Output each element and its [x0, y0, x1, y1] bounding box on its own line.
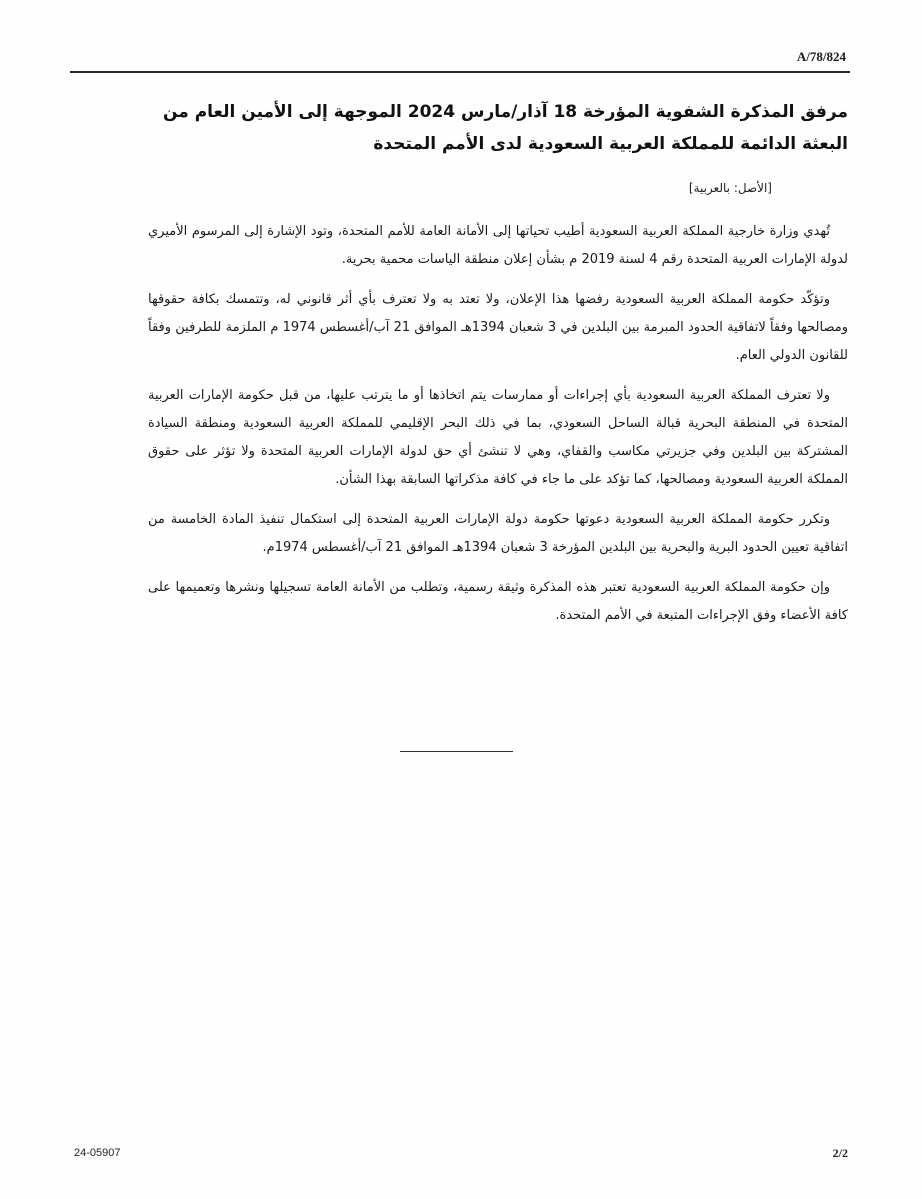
document-symbol: A/78/824 — [796, 49, 846, 64]
paragraph: ولا تعترف المملكة العربية السعودية بأي إجراءات أو ممارسات يتم اتخاذها أو ما يترتب عليها، من قبل حكومة الإمارات العربية المتحدة في المنطقة البحرية قبالة الساحل السعودي، بما في ذلك البحر الإقليمي للمملكة العربية السعودية ومنطقة السيادة المشتركة بين البلدين وفي جزيرتي مكاسب والقفاي، وهي لا تنشئ أي حق لدولة الإمارات العربية المتحدة ولا تؤثر على حقوق المملكة العربية السعودية ومصالحها، كما تؤكد على ما جاء في كافة مذكراتها السابقة بهذا الشأن. — [148, 388, 848, 487]
paragraph: وتكرر حكومة المملكة العربية السعودية دعوتها حكومة دولة الإمارات العربية المتحدة إلى استكمال تنفيذ المادة الخامسة من اتفاقية تعيين الحدود البرية والبحرية بين البلدين المؤرخة 3 شعبان 1394هـ الموافق 21 آب/أغسطس 1974م. — [148, 512, 848, 555]
original-language-note: [الأصل: بالعربية] — [688, 181, 772, 195]
document-number: 24-05907 — [74, 1147, 121, 1159]
paragraph: وتؤكّد حكومة المملكة العربية السعودية رفضها هذا الإعلان، ولا تعتد به ولا تعترف بأي أثر قانوني له، وتتمسك بكافة حقوقها ومصالحها وفقاً لاتفاقية الحدود المبرمة بين البلدين في 3 شعبان 1394هـ الموافق 21 آب/أغسطس 1974 م الملزمة للطرفين وفقاً للقانون الدولي العام. — [148, 292, 848, 363]
end-of-document-rule — [400, 751, 513, 752]
document-body — [148, 218, 848, 642]
document-title: مرفق المذكرة الشفوية المؤرخة 18 آذار/مارس 2024 الموجهة إلى الأمين العام من البعثة الدائمة للمملكة العربية السعودية لدى الأمم المتحدة — [162, 102, 848, 154]
header-rule — [70, 71, 850, 73]
paragraph: وإن حكومة المملكة العربية السعودية تعتبر هذه المذكرة وثيقة رسمية، وتطلب من الأمانة العامة تسجيلها ونشرها وتعميمها على كافة الأعضاء وفق الإجراءات المتبعة في الأمم المتحدة. — [148, 580, 848, 623]
paragraph: تُهدي وزارة خارجية المملكة العربية السعودية أطيب تحياتها إلى الأمانة العامة للأمم المتحدة، وتود الإشارة إلى المرسوم الأميري لدولة الإمارات العربية المتحدة رقم 4 لسنة 2019 م بشأن إعلان منطقة الياسات محمية بحرية. — [148, 224, 848, 267]
page-number: 2/2 — [832, 1146, 848, 1160]
